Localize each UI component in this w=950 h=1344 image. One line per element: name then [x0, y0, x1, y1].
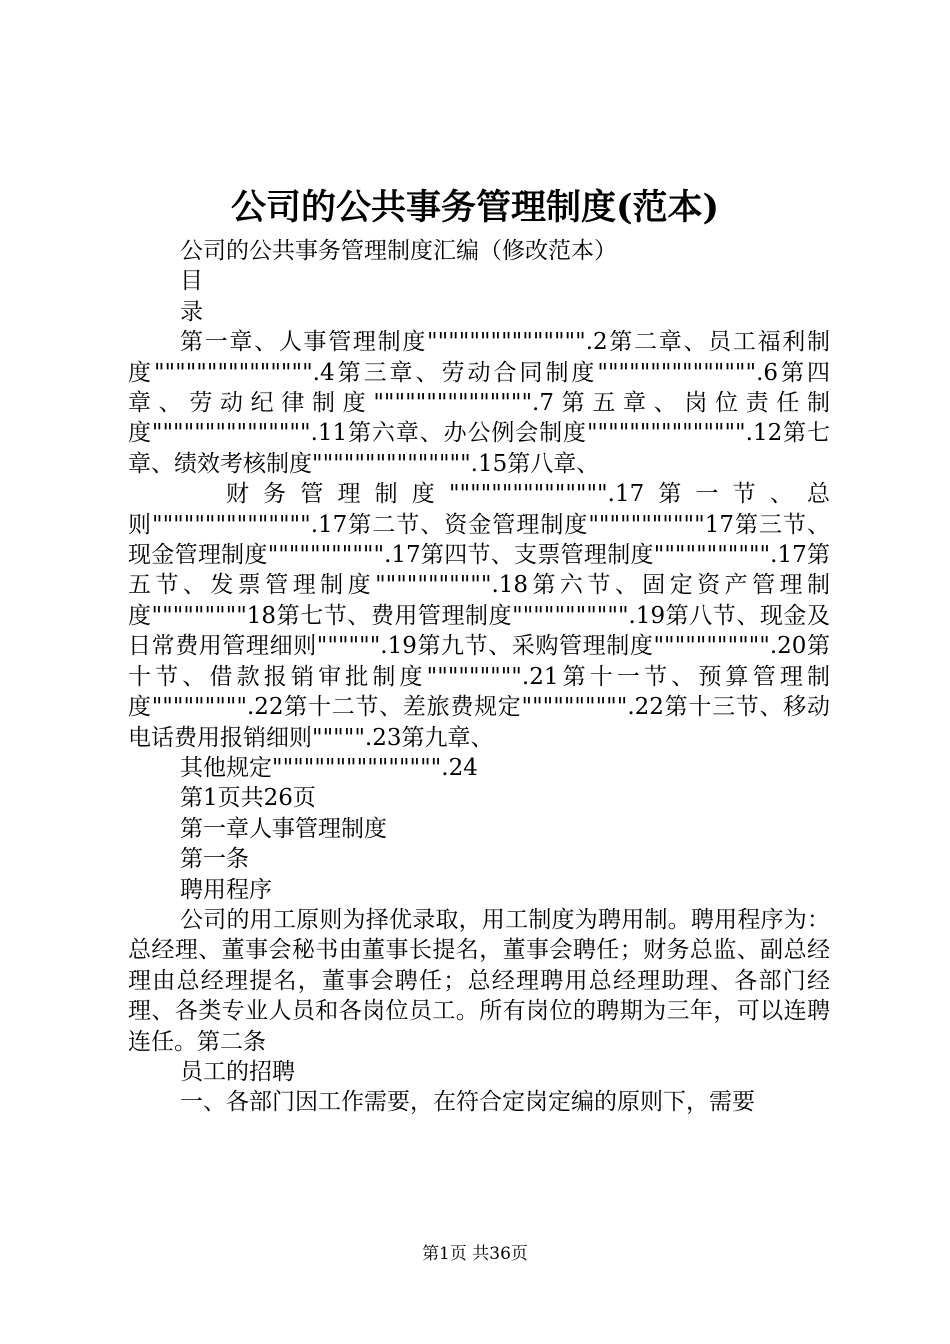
paragraph: 录 — [180, 298, 203, 325]
article-heading: 第一条 — [180, 846, 249, 873]
document-title: 公司的公共事务管理制度(范本) — [230, 187, 720, 228]
paragraph: 公司的公共事务管理制度汇编（修改范本） — [180, 238, 617, 264]
paragraph: 一、各部门因工作需要，在符合定岗定编的原则下，需要 — [180, 1089, 755, 1116]
page-footer: 第1页 共36页 — [422, 1244, 528, 1264]
toc-paragraph: 财务管理制度""""""""""""""".17第一节、总则""""""""""""""".17第二节、资金管理制度"""""""""""17第三节、现金管理制度""""""""""".17第四节、支票管理制度""""""""""".17第五节、发票管理制度""""""""""".18第六节、固定资产管理制度"""""""""18第七节、费用管理制度""""""""""".19第八节、现金及日常费用管理细则"""""".19第九节、采购管理制度""""""""""".20第十节、借款报销审批制度""""""""".21第十一节、预算管理制度""""""""".22第十二节、差旅费规定"""""""""".22第十三节、移动电话费用报销细则""""".23第九章、 — [128, 481, 830, 751]
chapter-heading: 第一章人事管理制度 — [180, 815, 387, 842]
toc-paragraph: 其他规定"""""""""""""""".24 — [180, 754, 478, 781]
paragraph: 公司的用工原则为择优录取，用工制度为聘用制。聘用程序为：总经理、董事会秘书由董事长提名，董事会聘任；财务总监、副总经理由总经理提名，董事会聘任；总经理聘用总经理助理、各部门经理、各类专业人员和各岗位员工。所有岗位的聘期为三年，可以连聘连任。第二条 — [128, 906, 830, 1055]
document-body — [128, 236, 830, 1118]
page-marker: 第1页共26页 — [180, 785, 316, 812]
article-title: 员工的招聘 — [180, 1058, 295, 1085]
paragraph: 目 — [180, 268, 203, 295]
toc-paragraph: 第一章、人事管理制度""""""""""""""".2第二章、员工福利制度""""""""""""""".4第三章、劳动合同制度""""""""""""""".6第四章、劳动纪律制度""""""""""""""".7第五章、岗位责任制度""""""""""""""".11第六章、办公例会制度""""""""""""""".12第七章、绩效考核制度""""""""""""""".15第八章、 — [128, 329, 830, 477]
article-title: 聘用程序 — [180, 876, 272, 903]
